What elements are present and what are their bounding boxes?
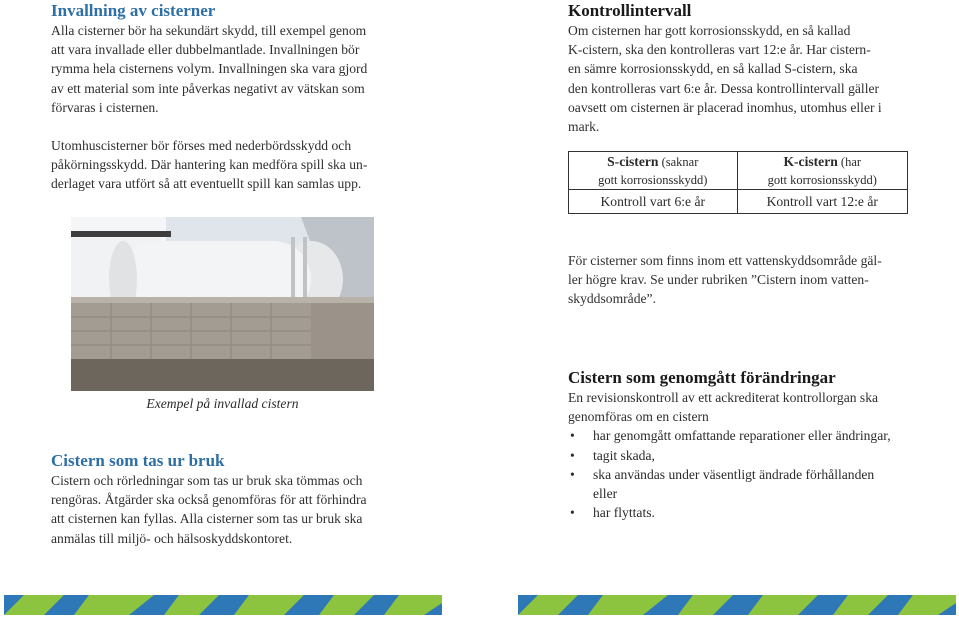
text-line: mark.: [568, 119, 600, 135]
text-line: K-cistern, ska den kontrolleras vart 12:e år. Har cistern-: [568, 42, 871, 58]
s-cistern-interval: Kontroll vart 6:e år: [569, 190, 738, 214]
k-cistern-note: (har: [837, 154, 862, 169]
list-item: • har genomgått omfattande reparationer eller ändringar,: [568, 426, 913, 445]
paragraph-ur-bruk: [51, 471, 396, 548]
s-cistern-note2: gott korrosionsskydd): [598, 172, 708, 187]
paragraph-invallning: [51, 21, 396, 117]
heading-ur-bruk: Cistern som tas ur bruk: [51, 451, 225, 470]
heading-kontrollintervall: Kontrollintervall: [568, 1, 692, 20]
band-pattern: [4, 595, 442, 615]
text-line: en sämre korrosionsskydd, en så kallad S-cistern, ska: [568, 61, 858, 77]
text-line: påkörningsskydd. Där hantering kan medföra spill ska un-: [51, 157, 368, 173]
change-list: [568, 426, 913, 522]
text-line: Cistern och rörledningar som tas ur bruk ska tömmas och: [51, 473, 363, 488]
text-line: derlaget vara utfört så att eventuellt spill kan samlas upp.: [51, 176, 362, 192]
list-item: • tagit skada,: [568, 446, 913, 465]
s-cistern-note: (saknar: [658, 154, 699, 169]
text-line: Utomhuscisterner bör förses med nederbördsskydd och: [51, 138, 352, 153]
text-line: rengöras. Åtgärder ska också genomföras för att förhindra: [51, 492, 367, 508]
bullet-icon: •: [570, 447, 575, 463]
text-line: den kontrolleras vart 6:e år. Dessa kontrollintervall gäller: [568, 80, 880, 96]
s-cistern-header: [569, 152, 738, 190]
text-line: För cisterner som finns inom ett vattenskyddsområde gäl-: [568, 253, 882, 268]
text-line: oavsett om cisternen är placerad inomhus, utomhus eller i: [568, 99, 882, 115]
text-line: En revisionskontroll av ett ackrediterat kontrollorgan ska: [568, 390, 879, 405]
paragraph-vattenskydd: [568, 251, 913, 309]
heading-forandringar: Cistern som genomgått förändringar: [568, 368, 836, 387]
photo-caption: Exempel på invallad cistern: [146, 396, 299, 411]
control-interval-table: [568, 151, 908, 214]
bullet-icon: •: [570, 466, 575, 482]
s-cistern-label: S-cistern: [607, 153, 659, 169]
text-line: ler högre krav. Se under rubriken ”Cistern inom vatten-: [568, 272, 869, 288]
cistern-illustration: [71, 217, 374, 391]
bullet-icon: •: [570, 505, 575, 521]
text-line: förvaras i cisternen.: [51, 99, 159, 115]
bullet-icon: •: [570, 428, 575, 444]
text-line: att cisternen kan fyllas. Alla cisterner som tas ur bruk ska: [51, 511, 363, 527]
paragraph-utomhus: [51, 136, 396, 194]
k-cistern-interval: Kontroll vart 12:e år: [737, 190, 908, 214]
k-cistern-note2: gott korrosionsskydd): [767, 172, 877, 187]
paragraph-kontrollintervall: [568, 21, 913, 136]
k-cistern-header: [737, 152, 908, 190]
list-item: • ska användas under väsentligt ändrade förhållanden eller: [570, 466, 875, 502]
list-item-continuation: eller: [593, 486, 618, 502]
list-item: • har flyttats.: [568, 503, 913, 522]
text-line: Alla cisterner bör ha sekundärt skydd, till exempel genom: [51, 23, 367, 38]
text-line: skyddsområde”.: [568, 291, 656, 307]
heading-invallning: Invallning av cisterner: [51, 1, 216, 20]
k-cistern-label: K-cistern: [783, 153, 838, 169]
cistern-photo: [71, 217, 374, 391]
text-line: genomföras om en cistern: [568, 409, 709, 425]
paragraph-forandringar: [568, 388, 913, 522]
text-line: Om cisternen har gott korrosionsskydd, en så kallad: [568, 23, 851, 38]
text-line: av ett material som inte påverkas negativt av vätskan som: [51, 80, 365, 96]
text-line: rymma hela cisternens volym. Invallningen ska vara gjord: [51, 61, 368, 77]
text-line: anmälas till miljö- och hälsoskyddskontoret.: [51, 530, 293, 546]
band-pattern: [518, 595, 956, 615]
decorative-band-right: [518, 595, 956, 615]
text-line: att vara invallade eller dubbelmantlade. Invallningen bör: [51, 42, 360, 58]
decorative-band-left: [4, 595, 442, 615]
